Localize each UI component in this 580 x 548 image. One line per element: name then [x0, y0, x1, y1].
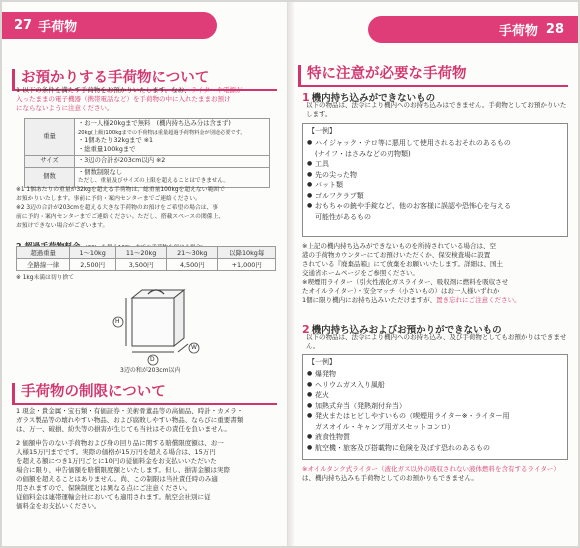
page-28 [288, 2, 578, 546]
list-item: ● ゴルフクラブ類 [303, 191, 567, 202]
baggage-conditions-table: 重量 ・お一人様20kgまで無料 (機内持ち込み分は含まず) 20kg(上級)100kgまでの手荷物は重量超過手荷物料金が別途必要です。 ・1個あたり32kgまで ※1 ・総重量100kgまで サイズ ・3辺の合計が203cm以内 ※2 個数 ・個数制限なし ただし、重量及びサイズの上限を超えることはできません。 [24, 118, 270, 188]
page-header-left [2, 12, 217, 39]
subheading-prohibited: 2 機内持ち込みおよびお預かりができないもの [302, 323, 502, 336]
list-item: ● バット類 [303, 180, 567, 191]
list-item: ● 爆発物 [303, 369, 567, 380]
example-box-2: 【一例】 ● 爆発物 ● ヘリウムガス入り風船 ● 花火 ● 加熱式弁当（発熱剤付弁当） ● 発火またはヒビしやすいもの（喫煙用ライター※・ライター用 ガスオイル・キャンプ用ガスセットコンロ） ● 液食性物質 ● 航空機・旅客及び搭載物に危険を及ぼす恐れのあるもの [302, 354, 568, 460]
weight-label: 重量 [25, 119, 75, 156]
list-item: ● 発火またはヒビしやすいもの（喫煙用ライター※・ライター用 [303, 411, 567, 422]
fee-note: ※ 1kg未満は切り捨て [16, 275, 75, 281]
carry-on-notes: ※上記の機内持ち込みができないものを所持されている場合は、空 港の手荷物カウンターにてお預けいただくか、保安検査場に設置 されている『廃棄品箱』にて放棄をお願いいたします。詳細は、国土 交通省ホームページをご参照ください。 ※喫煙用ライター（引火性液化ガスライター、吸収剤に燃料を吸収させ たオイルライター）・安全マッチ（小さいもの）はお一人様いずれか 1個に限り機内にお持ち込みいただけますが、置き忘れにご注意ください。 [302, 242, 521, 304]
suitcase-dimension-diagram [102, 284, 212, 366]
dimension-caption: 3辺の和が203cm以内 [120, 367, 181, 374]
limit-paragraph-2: 2 価額申告のない手荷物および身の回り品に関する賠償限度額は、お一 人様15万円までです。実際の価格が15万円を超える場合は、15万円 を超える額につき1万円ごとに10円の従価料金をお支払いいただいた 場合に限り、申告価額を賠償限度額といたします。但し、損害金額は実際 の価額を超えることはありません。尚、この制限は当社責任時のみ適 用されますので、保険制度とは異なる点にご注意ください。 従価料金は連帯運輸会社においても適用されます。航空会社別に従 価料金をお支払いください。 [16, 439, 230, 510]
page-number: 27 [14, 18, 33, 33]
list-item: ● ハイジャック・テロ等に悪用して使用されるおそれのあるもの [303, 138, 567, 149]
section-title-checked-baggage: お預かりする手荷物について [12, 69, 277, 91]
page-header-right [368, 16, 578, 43]
oil-lighter-note: ※オイルタンク式ライター（液化ガス以外の吸収されない液体燃料を含有するライター）は、機内持ち込みも手荷物としてのお預かりもできません。 [302, 465, 560, 482]
list-item: ● 液食性物質 [303, 432, 567, 443]
list-item: ● 花火 [303, 390, 567, 401]
excess-fee-table: 超過重量 1〜10kg 11〜20kg 21〜30kg 以降10kg毎 全路線一律 2,500円 3,500円 4,500円 +1,000円 [16, 246, 276, 271]
example-box-1: 【一例】 ● ハイジャック・テロ等に悪用して使用されるおそれのあるもの (ナイフ・はさみなどの刃物類) ● 工具 ● 先の尖った物 ● バット類 ● ゴルフクラブ類 ● おもちゃの銃や手錠など、他のお客様に誤認や恐怖心を与える 可能性があるもの [302, 123, 568, 237]
booklet-spread [2, 2, 578, 546]
page-number: 28 [545, 22, 564, 37]
list-item: ● 先の尖った物 [303, 170, 567, 181]
list-item: ● 航空機・旅客及び搭載物に危険を及ぼす恐れのあるもの [303, 443, 567, 454]
list-item: ● 加熱式弁当（発熱剤付弁当） [303, 401, 567, 412]
subheading-no-carry-on: 1 機内持ち込みができないもの [302, 91, 436, 104]
limit-paragraph-1: 1 現金・貴金属・宝石類・有価証券・美術骨董品等の高価品、時計・カメラ・ ガラス製品等の壊れやすい物品、および腐敗しやすい物品、ならびに重要書類 は、万一、破損、紛失等の損害が生じても当社はその責任を負いません。 [16, 407, 244, 433]
section-title-baggage-limits: 手荷物の制限について [12, 383, 277, 405]
sub2-description: 以下の物品は、法令により機内へのお持ち込み、及び手荷物としてもお預かりはできません。 [306, 333, 567, 350]
list-item: ガスオイル・キャンプ用ガスセットコンロ） [315, 422, 455, 431]
section-title-special-baggage: 特に注意が必要な手荷物 [298, 65, 568, 87]
book-gutter [288, 2, 294, 546]
page-27 [2, 2, 288, 546]
count-label: 個数 [25, 167, 75, 187]
dim-label-d: D [150, 356, 155, 363]
list-item: ● 工具 [303, 159, 567, 170]
list-item: (ナイフ・はさみなどの刃物類) [315, 149, 411, 158]
page-header-title: 手荷物 [38, 20, 78, 35]
dim-label-w: W [191, 344, 197, 351]
page-header-title: 手荷物 [498, 24, 538, 39]
list-item: 可能性があるもの [315, 212, 371, 221]
list-item: ● ヘリウムガス入り風船 [303, 380, 567, 391]
intro-text: 1 以下の条件を満たす手荷物をお預かりいたします。なお、ライターや電源が 入ったままの電子機器（携帯電話など）を手荷物の中に入れたままお預け にならないように注意ください。 [16, 86, 243, 112]
list-item: ● おもちゃの銃や手錠など、他のお客様に誤認や恐怖心を与える [303, 201, 567, 212]
dim-label-h: H [115, 318, 120, 325]
sub1-description: 以下の物品は、法令により機内へのお持ち込みはできません。手荷物としてお預かりいたします。 [306, 101, 567, 118]
notes-weight-size: ※1 1個あたりの重量が32kgを超える手荷物は、総重量100kgを超えない範囲で お預かりいたします。事前に予約・案内センターまでご連絡ください。 ※2 3辺の合計が203cmを超える大きな手荷物のお預けをご希望の場合は、事 前に予約・案内センターまでご連絡ください。ただし、搭載スペースの関係上、 お預けできない場合がございます。 [16, 187, 225, 229]
size-label: サイズ [25, 156, 75, 168]
